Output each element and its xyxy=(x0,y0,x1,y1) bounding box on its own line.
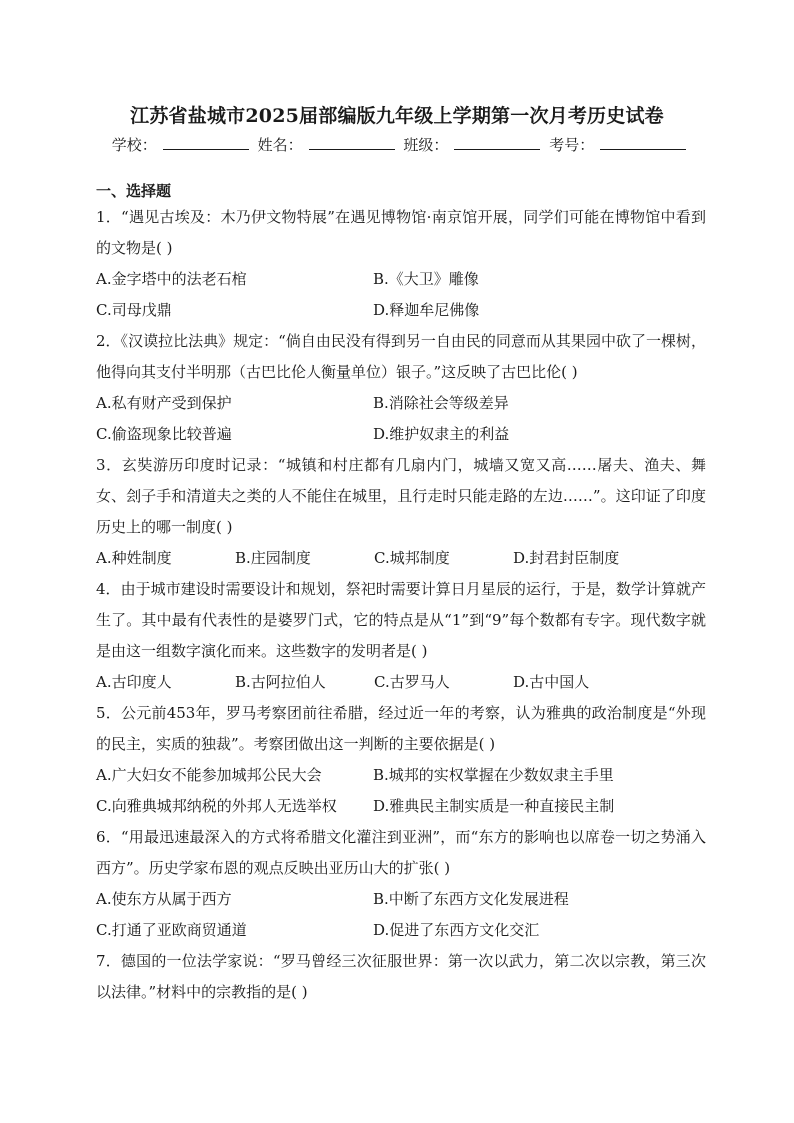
question-text: 5．公元前453年，罗马考察团前往希腊，经过近一年的考察，认为雅典的政治制度是“外现的民主，实质的独裁”。考察团做出这一判断的主要依据是( ) xyxy=(96,704,706,753)
question xyxy=(96,822,706,946)
option-b[interactable]: B.庄园制度 xyxy=(235,549,311,567)
section-title: 一、选择题 xyxy=(96,182,172,200)
option-a[interactable]: A.种姓制度 xyxy=(96,549,172,567)
question xyxy=(96,450,706,574)
option-c[interactable]: C.城邦制度 xyxy=(374,549,450,567)
question-text: 4．由于城市建设时需要设计和规划，祭祀时需要计算日月星辰的运行，于是，数学计算就产生了。其中最有代表性的是婆罗门式，它的特点是从“1”到“9”每个数都有专字。现代数字就是由这一组数字演化而来。这些数字的发明者是( ) xyxy=(96,580,706,660)
question-text: 6．“用最迅速最深入的方式将希腊文化灌注到亚洲”，而“东方的影响也以席卷一切之势涌入西方”。历史学家布恩的观点反映出亚历山大的扩张( ) xyxy=(96,828,706,877)
option-b[interactable]: B.消除社会等级差异 xyxy=(373,394,509,412)
option-c[interactable]: C.司母戊鼎 xyxy=(96,301,172,319)
option-c[interactable]: C.向雅典城邦纳税的外邦人无选举权 xyxy=(96,797,337,815)
question xyxy=(96,946,706,1008)
school-blank[interactable] xyxy=(163,137,249,150)
student-info-line xyxy=(0,134,794,155)
option-b[interactable]: B.城邦的实权掌握在少数奴隶主手里 xyxy=(373,766,614,784)
option-a[interactable]: A.使东方从属于西方 xyxy=(96,890,232,908)
option-d[interactable]: D.维护奴隶主的利益 xyxy=(373,425,510,443)
exam-number-blank[interactable] xyxy=(600,137,686,150)
question xyxy=(96,574,706,698)
question-text: 2．《汉谟拉比法典》规定：“倘自由民没有得到另一自由民的同意而从其果园中砍了一棵树，他得向其支付半明那（古巴比伦人衡量单位）银子。”这反映了古巴比伦( ) xyxy=(96,332,706,381)
class-blank[interactable] xyxy=(454,137,540,150)
class-label: 班级： xyxy=(403,136,449,154)
school-label: 学校： xyxy=(111,136,157,154)
exam-number-label: 考号： xyxy=(549,136,595,154)
option-c[interactable]: C.打通了亚欧商贸通道 xyxy=(96,921,247,939)
option-b[interactable]: B.古阿拉伯人 xyxy=(235,673,326,691)
option-b[interactable]: B.《大卫》雕像 xyxy=(373,270,479,288)
option-d[interactable]: D.雅典民主制实质是一种直接民主制 xyxy=(373,797,615,815)
option-list xyxy=(96,388,706,450)
option-list xyxy=(96,264,706,326)
option-list xyxy=(96,760,706,822)
option-b[interactable]: B.中断了东西方文化发展进程 xyxy=(373,890,569,908)
exam-title: 江苏省盐城市2025届部编版九年级上学期第一次月考历史试卷 xyxy=(130,105,664,127)
question xyxy=(96,202,706,326)
question-text: 7．德国的一位法学家说：“罗马曾经三次征服世界：第一次以武力，第二次以宗教，第三次以法律。”材料中的宗教指的是( ) xyxy=(96,952,706,1001)
option-d[interactable]: D.封君封臣制度 xyxy=(513,549,620,567)
option-d[interactable]: D.释迦牟尼佛像 xyxy=(373,301,480,319)
option-a[interactable]: A.古印度人 xyxy=(96,673,172,691)
option-list xyxy=(96,667,706,698)
question-text: 1．“遇见古埃及：木乃伊文物特展”在遇见博物馆·南京馆开展，同学们可能在博物馆中看到的文物是( ) xyxy=(96,208,706,257)
option-a[interactable]: A.广大妇女不能参加城邦公民大会 xyxy=(96,766,322,784)
question xyxy=(96,326,706,450)
name-label: 姓名： xyxy=(257,136,303,154)
option-a[interactable]: A.金字塔中的法老石棺 xyxy=(96,270,247,288)
option-d[interactable]: D.古中国人 xyxy=(513,673,590,691)
option-c[interactable]: C.偷盗现象比较普遍 xyxy=(96,425,232,443)
option-list xyxy=(96,543,706,574)
option-a[interactable]: A.私有财产受到保护 xyxy=(96,394,232,412)
question xyxy=(96,698,706,822)
question-text: 3．玄奘游历印度时记录：“城镇和村庄都有几扇内门，城墙又宽又高……屠夫、渔夫、舞女、刽子手和清道夫之类的人不能住在城里，且行走时只能走路的左边……”。这印证了印度历史上的哪一制度( ) xyxy=(96,456,706,536)
name-blank[interactable] xyxy=(309,137,395,150)
option-d[interactable]: D.促进了东西方文化交汇 xyxy=(373,921,540,939)
question-area xyxy=(96,180,706,1008)
option-c[interactable]: C.古罗马人 xyxy=(374,673,450,691)
option-list xyxy=(96,884,706,946)
